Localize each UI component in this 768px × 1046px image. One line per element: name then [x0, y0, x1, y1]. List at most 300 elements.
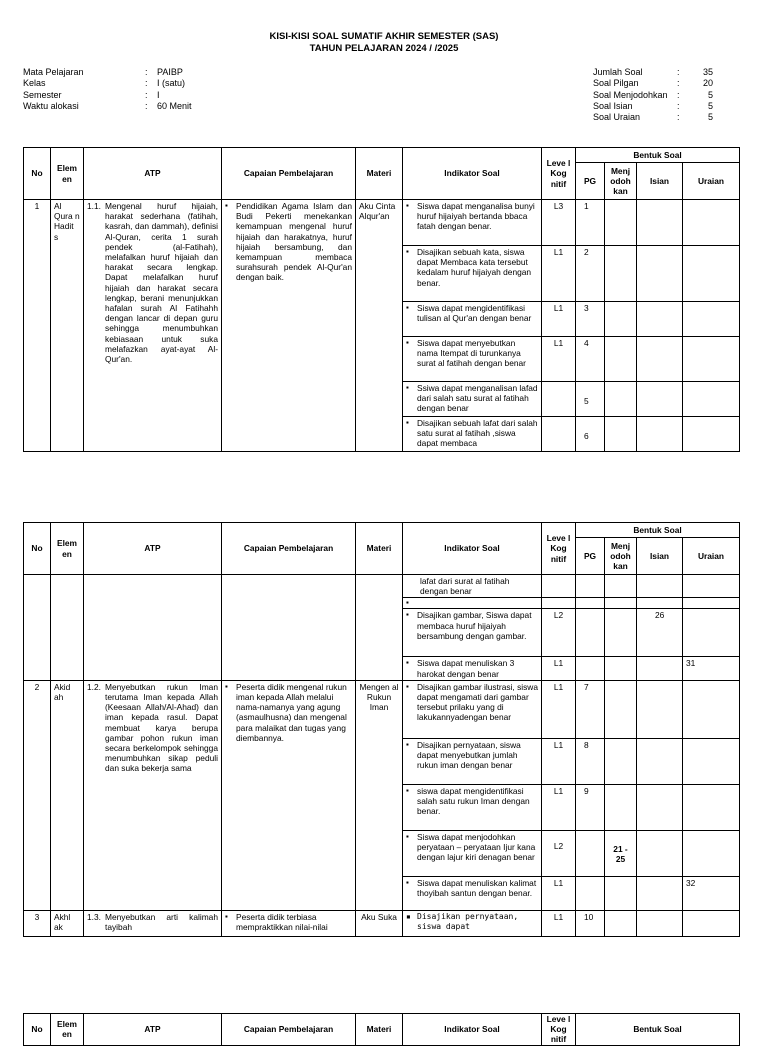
meta-row — [593, 101, 713, 112]
col-bentuk-soal: Bentuk Soal — [576, 1014, 740, 1046]
cell-pg-value: 7 — [584, 681, 589, 692]
capaian-text — [222, 911, 355, 933]
cell-indikator — [403, 598, 542, 609]
cell-indikator — [403, 417, 542, 452]
meta-right — [593, 67, 713, 123]
cell-level-value — [542, 417, 575, 419]
cell-isian-value — [637, 337, 682, 339]
cell-level-value: L2 — [553, 840, 564, 851]
cell-uraian-value — [683, 302, 739, 304]
cell-pg — [576, 337, 605, 382]
indikator — [403, 785, 541, 818]
cell-menjodohkan-value — [605, 302, 636, 316]
cell-uraian — [683, 302, 740, 337]
cell-menjodohkan — [605, 598, 637, 609]
cell-menjodohkan-value — [605, 739, 636, 753]
atp-body: Menyebutkan rukun Iman terutama Iman kepada Allah (Keesaan Allah/Al-Ahad) dan iman kepada rasul. Dapat membuat karya berupa gambar pohon rukun iman secara berkelompok sehingga menumbuhkan sikap peduli dan suka bekerja sama — [105, 681, 218, 774]
indikator — [403, 200, 541, 233]
cell-menjodohkan-value: 21 - 25 — [613, 843, 628, 865]
meta-value: PAIBP — [157, 67, 183, 77]
cell-uraian — [683, 609, 740, 657]
cell-isian — [637, 382, 683, 417]
cell-isian-value — [637, 681, 682, 683]
cell-isian — [637, 598, 683, 609]
meta-label: Soal Isian — [593, 100, 633, 111]
section-number: 3 — [34, 911, 40, 922]
cell-menjodohkan — [605, 784, 637, 830]
cell-isian — [637, 738, 683, 784]
meta-colon: : — [145, 100, 148, 111]
indikator-text: Siswa dapat menuliskan kalimat thoyibah santun dengan benar. — [417, 877, 537, 899]
cell-uraian — [683, 680, 740, 738]
atp-number: 1.3. — [87, 911, 101, 922]
cell-level — [542, 302, 576, 337]
cell-indikator — [403, 784, 542, 830]
cell-isian-value — [637, 831, 682, 833]
section-number: 1 — [34, 201, 40, 211]
cell-pg-value: 3 — [584, 303, 589, 313]
cell-pg-value: 9 — [584, 785, 589, 796]
cell-pg-value: 10 — [584, 911, 594, 922]
table-row — [24, 200, 740, 246]
cell-indikator — [403, 876, 542, 910]
col-indikator: Indikator Soal — [403, 1014, 542, 1046]
atp-text — [84, 200, 221, 365]
cell-uraian — [683, 382, 740, 417]
indikator — [403, 246, 541, 289]
col-atp: ATP — [84, 523, 222, 575]
materi-text: Aku Cinta Alqur'an — [359, 201, 396, 222]
col-menjodohkan: Menj odoh kan — [605, 163, 637, 200]
cell-elemen — [51, 910, 84, 936]
cell-uraian-value — [683, 785, 739, 787]
cell-level-value: L1 — [553, 338, 564, 348]
col-isian: Isian — [637, 163, 683, 200]
indikator-text: Siswa dapat mengidentifikasi tulisan al Qur'an dengan benar — [417, 303, 532, 324]
meta-label: Soal Pilgan — [593, 78, 639, 89]
materi-text: Mengen al Rukun Iman — [359, 681, 399, 713]
cell-isian-value — [637, 785, 682, 787]
col-isian: Isian — [637, 538, 683, 575]
cell-menjodohkan — [605, 657, 637, 680]
cell-isian-value — [637, 200, 682, 202]
indikator — [403, 877, 541, 899]
cell-uraian-value — [683, 598, 739, 600]
cell-elemen — [51, 680, 84, 910]
col-no: No — [24, 148, 51, 200]
cell-isian — [637, 657, 683, 680]
cell-pg-value: 2 — [584, 247, 589, 257]
cell-capaian — [222, 575, 356, 681]
cell-menjodohkan — [605, 246, 637, 302]
cell-uraian-value — [683, 337, 739, 339]
section-number: 2 — [34, 681, 40, 692]
cell-capaian — [222, 910, 356, 936]
cell-no — [24, 910, 51, 936]
cell-menjodohkan-value — [605, 246, 636, 260]
cell-atp — [84, 910, 222, 936]
meta-row — [23, 78, 192, 89]
indikator — [403, 598, 541, 608]
indikator-text: Disajikan pernyataan, siswa dapat — [417, 911, 519, 932]
bullet-icon: ▪ — [406, 658, 409, 668]
cell-capaian — [222, 680, 356, 910]
atp-text — [84, 681, 221, 775]
bullet-icon: ▪ — [406, 201, 409, 210]
meta-label: Semester — [23, 89, 62, 100]
bullet-icon: ▪ — [225, 201, 228, 210]
indikator — [403, 681, 541, 724]
meta-value: 35 — [702, 67, 713, 77]
cell-indikator — [403, 609, 542, 657]
col-elemen: Elem en — [51, 523, 84, 575]
indikator — [403, 911, 541, 933]
col-bentuk-soal: Bentuk Soal — [576, 148, 740, 163]
cell-uraian-value — [683, 681, 739, 683]
cell-indikator — [403, 382, 542, 417]
cell-uraian — [683, 738, 740, 784]
bullet-icon: ▪ — [406, 831, 409, 841]
cell-indikator — [403, 337, 542, 382]
bullet-icon: ▪ — [406, 598, 409, 608]
cell-uraian — [683, 830, 740, 876]
cell-pg — [576, 609, 605, 657]
col-capaian: Capaian Pembelajaran — [222, 1014, 356, 1046]
cell-isian-value — [637, 382, 682, 384]
capaian-text-text: Peserta didik mengenal rukun iman kepada Allah melalui nama-namanya yang agung (asmaulhusna) dan mengenal para malaikat dan tugas yang diembannya. — [236, 681, 347, 743]
cell-pg — [576, 302, 605, 337]
cell-indikator — [403, 575, 542, 598]
indikator-text: Disajikan gambar, Siswa dapat membaca huruf hijaiyah bersambung dengan gambar. — [417, 610, 532, 641]
cell-pg-value: 5 — [584, 396, 589, 406]
cell-indikator — [403, 830, 542, 876]
meta-value: 5 — [707, 112, 713, 123]
meta-label: Soal Menjodohkan — [593, 89, 668, 100]
cell-level-value: L3 — [553, 201, 564, 211]
cell-level — [542, 417, 576, 452]
atp-body: Mengenal huruf hijaiah, harakat sederhana (fatihah, kasrah, dan dammah), definisi Al-Quran, cerita 1 surah pendek (al-Fatihah), melafalkan huruf hijaiah dan harakat secara lengkap. Dapat melafalkan huruf hijaiah dan harakat secara lengkap, berani menunjukkan hafalan surah Al Fatihahh dengan lancar di depan guru sehingga menumbuhkan kebiasaan untuk suka melafazkan ayat-ayat Al-Qur'an. — [105, 201, 218, 365]
cell-uraian-value — [683, 831, 739, 833]
cell-level — [542, 738, 576, 784]
cell-menjodohkan-value — [605, 609, 636, 611]
meta-colon: : — [677, 67, 680, 77]
grid-table-2 — [23, 522, 740, 937]
cell-no — [24, 200, 51, 452]
cell-isian — [637, 876, 683, 910]
col-materi: Materi — [356, 1014, 403, 1046]
meta-colon: : — [677, 78, 680, 89]
col-materi: Materi — [356, 523, 403, 575]
cell-pg-value: 8 — [584, 739, 589, 750]
bullet-icon: ▪ — [406, 610, 409, 620]
atp-number: 1.1. — [87, 201, 101, 211]
cell-indikator — [403, 200, 542, 246]
table-row — [24, 680, 740, 738]
cell-uraian-value — [683, 739, 739, 741]
cell-menjodohkan-value — [605, 681, 636, 695]
cell-materi — [356, 910, 403, 936]
cell-menjodohkan-value — [605, 200, 636, 214]
indikator — [403, 417, 541, 450]
indikator-text: lafat dari surat al fatihah dengan benar — [420, 576, 510, 597]
cell-elemen — [51, 575, 84, 681]
cell-uraian — [683, 910, 740, 936]
cell-isian — [637, 302, 683, 337]
cell-uraian-value — [683, 609, 739, 611]
cell-uraian-value: 31 — [686, 658, 696, 669]
cell-isian-value — [637, 417, 682, 419]
cell-no — [24, 575, 51, 681]
col-bentuk-soal: Bentuk Soal — [576, 523, 740, 538]
col-pg: PG — [576, 538, 605, 575]
cell-level-value: L1 — [553, 877, 564, 888]
cell-level — [542, 598, 576, 609]
cell-level-value — [542, 598, 575, 600]
bullet-icon: ▪ — [406, 785, 409, 795]
cell-level-value: L1 — [553, 911, 564, 922]
cell-pg — [576, 417, 605, 452]
meta-label: Soal Uraian — [593, 112, 641, 123]
cell-level — [542, 337, 576, 382]
col-level: Leve l Kog nitif — [542, 523, 576, 575]
cell-uraian — [683, 876, 740, 910]
col-indikator: Indikator Soal — [403, 523, 542, 575]
indikator-text: Disajikan sebuah lafat dari salah satu surat al fatihah ,siswa dapat membaca — [417, 418, 538, 449]
cell-level — [542, 784, 576, 830]
cell-menjodohkan — [605, 680, 637, 738]
bullet-icon: ▪ — [406, 303, 409, 312]
cell-uraian-value — [683, 417, 739, 419]
cell-no — [24, 680, 51, 910]
cell-pg-value — [576, 575, 604, 577]
cell-menjodohkan-value — [605, 657, 636, 659]
meta-value: I (satu) — [157, 78, 186, 89]
bullet-icon: ▪ — [406, 739, 409, 749]
cell-pg — [576, 680, 605, 738]
cell-level — [542, 680, 576, 738]
indikator-text: Siswa dapat menyebutkan nama Itempat di turunkanya surat al fatihah dengan benar — [417, 338, 526, 369]
cell-menjodohkan — [605, 876, 637, 910]
grid-table-3 — [23, 1013, 740, 1046]
cell-elemen — [51, 200, 84, 452]
cell-pg — [576, 575, 605, 598]
cell-level — [542, 910, 576, 936]
cell-menjodohkan — [605, 609, 637, 657]
grid-table-1 — [23, 147, 740, 452]
cell-level-value: L1 — [553, 739, 564, 750]
table-header — [24, 523, 740, 575]
cell-isian — [637, 337, 683, 382]
cell-isian — [637, 246, 683, 302]
cell-menjodohkan-value — [605, 785, 636, 799]
col-atp: ATP — [84, 148, 222, 200]
elemen-text: Al Qura n Hadit s — [54, 201, 80, 242]
meta-row — [593, 90, 713, 101]
cell-menjodohkan-value — [605, 877, 636, 891]
bullet-icon: ▪ — [406, 911, 411, 921]
cell-uraian-value — [683, 575, 739, 577]
col-materi: Materi — [356, 148, 403, 200]
cell-menjodohkan-value — [605, 575, 636, 577]
cell-level-value — [542, 575, 575, 577]
indikator — [403, 337, 541, 370]
capaian-text-text: Pendidikan Agama Islam dan Budi Pekerti menekankan kemampuan mengenal huruf hijaiah dan harakatnya, huruf hijaiah bersambung, dan kemampuan membaca surahsurah pendek Al-Qur'an dengan baik. — [236, 201, 352, 283]
bullet-icon: ▪ — [225, 681, 228, 691]
cell-menjodohkan — [605, 910, 637, 936]
meta-row — [593, 112, 713, 123]
cell-isian — [637, 609, 683, 657]
meta-row — [593, 78, 713, 89]
table-row — [24, 575, 740, 598]
meta-colon: : — [145, 78, 148, 89]
cell-pg-value: 1 — [584, 201, 589, 211]
col-no: No — [24, 523, 51, 575]
cell-pg-value — [576, 657, 604, 659]
cell-pg-value: 4 — [584, 338, 589, 348]
cell-pg — [576, 876, 605, 910]
cell-uraian — [683, 657, 740, 680]
col-atp: ATP — [84, 1014, 222, 1046]
cell-pg — [576, 830, 605, 876]
table-row — [24, 910, 740, 936]
cell-indikator — [403, 738, 542, 784]
meta-colon: : — [145, 89, 148, 100]
meta-label: Waktu alokasi — [23, 100, 79, 111]
cell-capaian — [222, 200, 356, 452]
cell-uraian-value: 32 — [686, 877, 696, 888]
cell-pg-value — [576, 877, 604, 879]
materi-text: Aku Suka — [361, 911, 397, 922]
atp-number: 1.2. — [87, 681, 101, 692]
cell-isian — [637, 417, 683, 452]
cell-isian — [637, 200, 683, 246]
bullet-icon: ▪ — [406, 247, 409, 256]
cell-uraian-value — [683, 200, 739, 202]
table-header — [24, 1014, 740, 1046]
cell-indikator — [403, 246, 542, 302]
indikator-text: Disajikan pernyataan, siswa dapat menyebutkan jumlah rukun iman dengan benar — [417, 739, 521, 771]
cell-pg — [576, 246, 605, 302]
meta-row — [23, 90, 192, 101]
meta-row — [593, 67, 713, 78]
col-capaian: Capaian Pembelajaran — [222, 523, 356, 575]
cell-level-value: L2 — [553, 610, 564, 621]
cell-uraian-value — [683, 382, 739, 384]
table-header — [24, 148, 740, 200]
cell-level-value: L1 — [553, 247, 564, 257]
indikator-text: Disajikan sebuah kata, siswa dapat Membaca kata tersebut kedalam huruf hijaiyah dengan benar. — [417, 247, 532, 288]
col-pg: PG — [576, 163, 605, 200]
cell-level-value: L1 — [553, 681, 564, 692]
bullet-icon: ▪ — [225, 911, 228, 921]
bullet-icon: ▪ — [406, 383, 409, 392]
cell-uraian — [683, 200, 740, 246]
meta-value: 5 — [707, 89, 713, 100]
cell-isian — [637, 680, 683, 738]
cell-materi — [356, 200, 403, 452]
cell-indikator — [403, 910, 542, 936]
cell-uraian — [683, 575, 740, 598]
cell-menjodohkan-value — [605, 417, 636, 431]
meta-label: Jumlah Soal — [593, 67, 643, 77]
capaian-text — [222, 200, 355, 284]
col-capaian: Capaian Pembelajaran — [222, 148, 356, 200]
cell-isian — [637, 910, 683, 936]
cell-atp — [84, 200, 222, 452]
cell-menjodohkan — [605, 575, 637, 598]
cell-uraian — [683, 417, 740, 452]
indikator — [403, 382, 541, 415]
col-uraian: Uraian — [683, 163, 740, 200]
cell-isian — [637, 830, 683, 876]
cell-indikator — [403, 680, 542, 738]
meta-row — [23, 67, 192, 78]
meta-value: 60 Menit — [157, 100, 192, 111]
meta-colon: : — [677, 89, 680, 100]
cell-pg — [576, 784, 605, 830]
cell-menjodohkan — [605, 302, 637, 337]
cell-level — [542, 575, 576, 598]
cell-uraian-value — [683, 246, 739, 248]
col-uraian: Uraian — [683, 538, 740, 575]
bullet-icon: ▪ — [406, 681, 409, 691]
cell-atp — [84, 680, 222, 910]
meta-label: Mata Pelajaran — [23, 67, 84, 77]
cell-menjodohkan — [605, 738, 637, 784]
cell-level — [542, 609, 576, 657]
cell-isian-value — [637, 657, 682, 659]
cell-pg — [576, 598, 605, 609]
capaian-text-text: Peserta didik terbiasa mempraktikkan nilai-nilai — [236, 911, 328, 933]
cell-menjodohkan — [605, 417, 637, 452]
cell-menjodohkan-value — [605, 598, 636, 600]
indikator — [403, 831, 541, 864]
cell-menjodohkan-value — [605, 382, 636, 396]
meta-colon: : — [677, 100, 680, 111]
cell-level-value: L1 — [553, 303, 564, 313]
cell-menjodohkan — [605, 830, 637, 876]
indikator-text: Siswa dapat menuliskan 3 harokat dengan benar — [417, 658, 515, 679]
cell-indikator — [403, 657, 542, 680]
cell-isian — [637, 784, 683, 830]
cell-isian-value — [637, 246, 682, 248]
cell-level — [542, 830, 576, 876]
cell-isian — [637, 575, 683, 598]
bullet-icon: ▪ — [406, 877, 409, 887]
col-level: Leve l Kog nitif — [542, 148, 576, 200]
cell-pg — [576, 382, 605, 417]
cell-pg-value — [576, 609, 604, 611]
indikator-text: Siswa dapat menjodohkan peryataan – peryataan Ijur kana dengan lajur kiri denagan benar — [417, 831, 536, 863]
cell-pg — [576, 657, 605, 680]
capaian-text — [222, 681, 355, 744]
cell-level — [542, 657, 576, 680]
cell-pg — [576, 738, 605, 784]
cell-atp — [84, 575, 222, 681]
cell-isian-value — [637, 575, 682, 577]
cell-level-value: L1 — [553, 785, 564, 796]
cell-isian-value — [637, 877, 682, 879]
cell-isian-value — [637, 739, 682, 741]
cell-materi — [356, 680, 403, 910]
col-indikator: Indikator Soal — [403, 148, 542, 200]
cell-pg-value — [576, 598, 604, 600]
col-no: No — [24, 1014, 51, 1046]
bullet-icon: ▪ — [406, 338, 409, 347]
cell-pg-value: 6 — [584, 431, 589, 441]
indikator-text: siswa dapat mengidentifikasi salah satu rukun Iman dengan benar. — [417, 785, 530, 817]
indikator-text: Siswa dapat menganalisa bunyi huruf hijaiyah bertanda bbaca fatah dengan benar. — [417, 201, 535, 232]
